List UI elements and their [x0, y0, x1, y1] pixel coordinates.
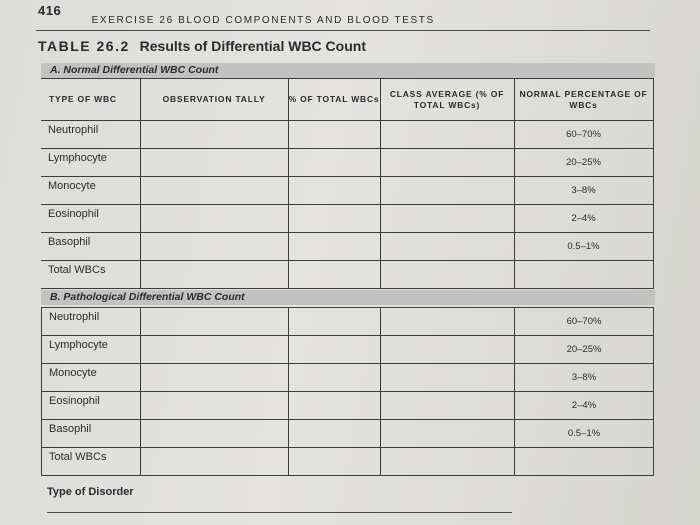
- normal-percentage-cell: [514, 261, 653, 289]
- normal-percentage-cell: 3–8%: [514, 177, 653, 205]
- table-title-text: Results of Differential WBC Count: [139, 38, 366, 54]
- wbc-type-cell: Neutrophil: [41, 121, 140, 149]
- table-row: [42, 420, 654, 448]
- section-a-title: A. Normal Differential WBC Count: [41, 63, 655, 78]
- wbc-type-cell: Total WBCs: [42, 448, 141, 476]
- percent-cell[interactable]: [288, 261, 380, 289]
- percent-cell[interactable]: [288, 205, 380, 233]
- percent-cell[interactable]: [289, 364, 381, 392]
- percent-cell[interactable]: [289, 336, 381, 364]
- normal-percentage-cell: 20–25%: [515, 336, 654, 364]
- class-average-cell[interactable]: [380, 177, 514, 205]
- normal-percentage-cell: 3–8%: [515, 364, 654, 392]
- tally-cell[interactable]: [141, 308, 289, 336]
- tally-cell[interactable]: [141, 448, 289, 476]
- class-average-cell[interactable]: [381, 336, 515, 364]
- table-label: TABLE 26.2: [38, 38, 130, 54]
- wbc-type-cell: Basophil: [42, 420, 141, 448]
- table-row: [42, 336, 654, 364]
- disorder-label: Type of Disorder: [47, 486, 134, 498]
- class-average-cell[interactable]: [381, 448, 515, 476]
- wbc-type-cell: Neutrophil: [42, 308, 141, 336]
- normal-percentage-cell: 60–70%: [514, 121, 653, 149]
- normal-percentage-cell: 0.5–1%: [515, 420, 654, 448]
- normal-percentage-cell: 60–70%: [515, 308, 654, 336]
- section-a-table: [41, 78, 654, 289]
- tally-cell[interactable]: [140, 261, 288, 289]
- col-header-tally: OBSERVATION TALLY: [140, 79, 288, 121]
- percent-cell[interactable]: [289, 448, 381, 476]
- class-average-cell[interactable]: [380, 149, 514, 177]
- wbc-type-cell: Eosinophil: [41, 205, 140, 233]
- running-head: EXERCISE 26 BLOOD COMPONENTS AND BLOOD TESTS: [91, 15, 435, 26]
- disorder-answer-line[interactable]: [47, 512, 512, 513]
- section-b-title: B. Pathological Differential WBC Count: [41, 290, 655, 305]
- normal-percentage-cell: [515, 448, 654, 476]
- wbc-type-cell: Monocyte: [41, 177, 140, 205]
- percent-cell[interactable]: [289, 392, 381, 420]
- percent-cell[interactable]: [288, 121, 380, 149]
- percent-cell[interactable]: [288, 233, 380, 261]
- wbc-type-cell: Total WBCs: [41, 261, 140, 289]
- tally-cell[interactable]: [140, 233, 288, 261]
- table-row: [41, 233, 653, 261]
- normal-percentage-cell: 0.5–1%: [514, 233, 653, 261]
- col-header-type: TYPE OF WBC: [41, 79, 140, 121]
- wbc-type-cell: Lymphocyte: [41, 149, 140, 177]
- table-title: [38, 38, 366, 54]
- class-average-cell[interactable]: [380, 205, 514, 233]
- table-row: [41, 261, 653, 289]
- tally-cell[interactable]: [140, 205, 288, 233]
- col-header-percent: % OF TOTAL WBCs: [288, 79, 380, 121]
- table-row: [41, 177, 653, 205]
- tally-cell[interactable]: [141, 420, 289, 448]
- table-row: [41, 149, 653, 177]
- wbc-type-cell: Lymphocyte: [42, 336, 141, 364]
- tally-cell[interactable]: [140, 121, 288, 149]
- header-rule: [36, 30, 650, 31]
- wbc-type-cell: Monocyte: [42, 364, 141, 392]
- wbc-type-cell: Eosinophil: [42, 392, 141, 420]
- table-row: [42, 308, 654, 336]
- table-row: [41, 121, 653, 149]
- class-average-cell[interactable]: [381, 308, 515, 336]
- percent-cell[interactable]: [289, 420, 381, 448]
- class-average-cell[interactable]: [381, 392, 515, 420]
- page-number: 416: [38, 3, 62, 18]
- class-average-cell[interactable]: [380, 233, 514, 261]
- tally-cell[interactable]: [140, 149, 288, 177]
- tally-cell[interactable]: [141, 336, 289, 364]
- column-header-row: [41, 79, 653, 121]
- col-header-normal: NORMAL PERCENTAGE OF WBCs: [514, 79, 653, 121]
- normal-percentage-cell: 2–4%: [515, 392, 654, 420]
- class-average-cell[interactable]: [381, 420, 515, 448]
- tally-cell[interactable]: [140, 177, 288, 205]
- table-row: [42, 364, 654, 392]
- table-row: [42, 392, 654, 420]
- page-header: [38, 2, 435, 26]
- tally-cell[interactable]: [141, 392, 289, 420]
- class-average-cell[interactable]: [380, 121, 514, 149]
- class-average-cell[interactable]: [380, 261, 514, 289]
- percent-cell[interactable]: [288, 177, 380, 205]
- tally-cell[interactable]: [141, 364, 289, 392]
- normal-percentage-cell: 20–25%: [514, 149, 653, 177]
- normal-percentage-cell: 2–4%: [514, 205, 653, 233]
- col-header-class-average: CLASS AVERAGE (% OF TOTAL WBCs): [380, 79, 514, 121]
- percent-cell[interactable]: [289, 308, 381, 336]
- section-b-table: [41, 307, 654, 476]
- table-row: [42, 448, 654, 476]
- table-row: [41, 205, 653, 233]
- wbc-type-cell: Basophil: [41, 233, 140, 261]
- percent-cell[interactable]: [288, 149, 380, 177]
- class-average-cell[interactable]: [381, 364, 515, 392]
